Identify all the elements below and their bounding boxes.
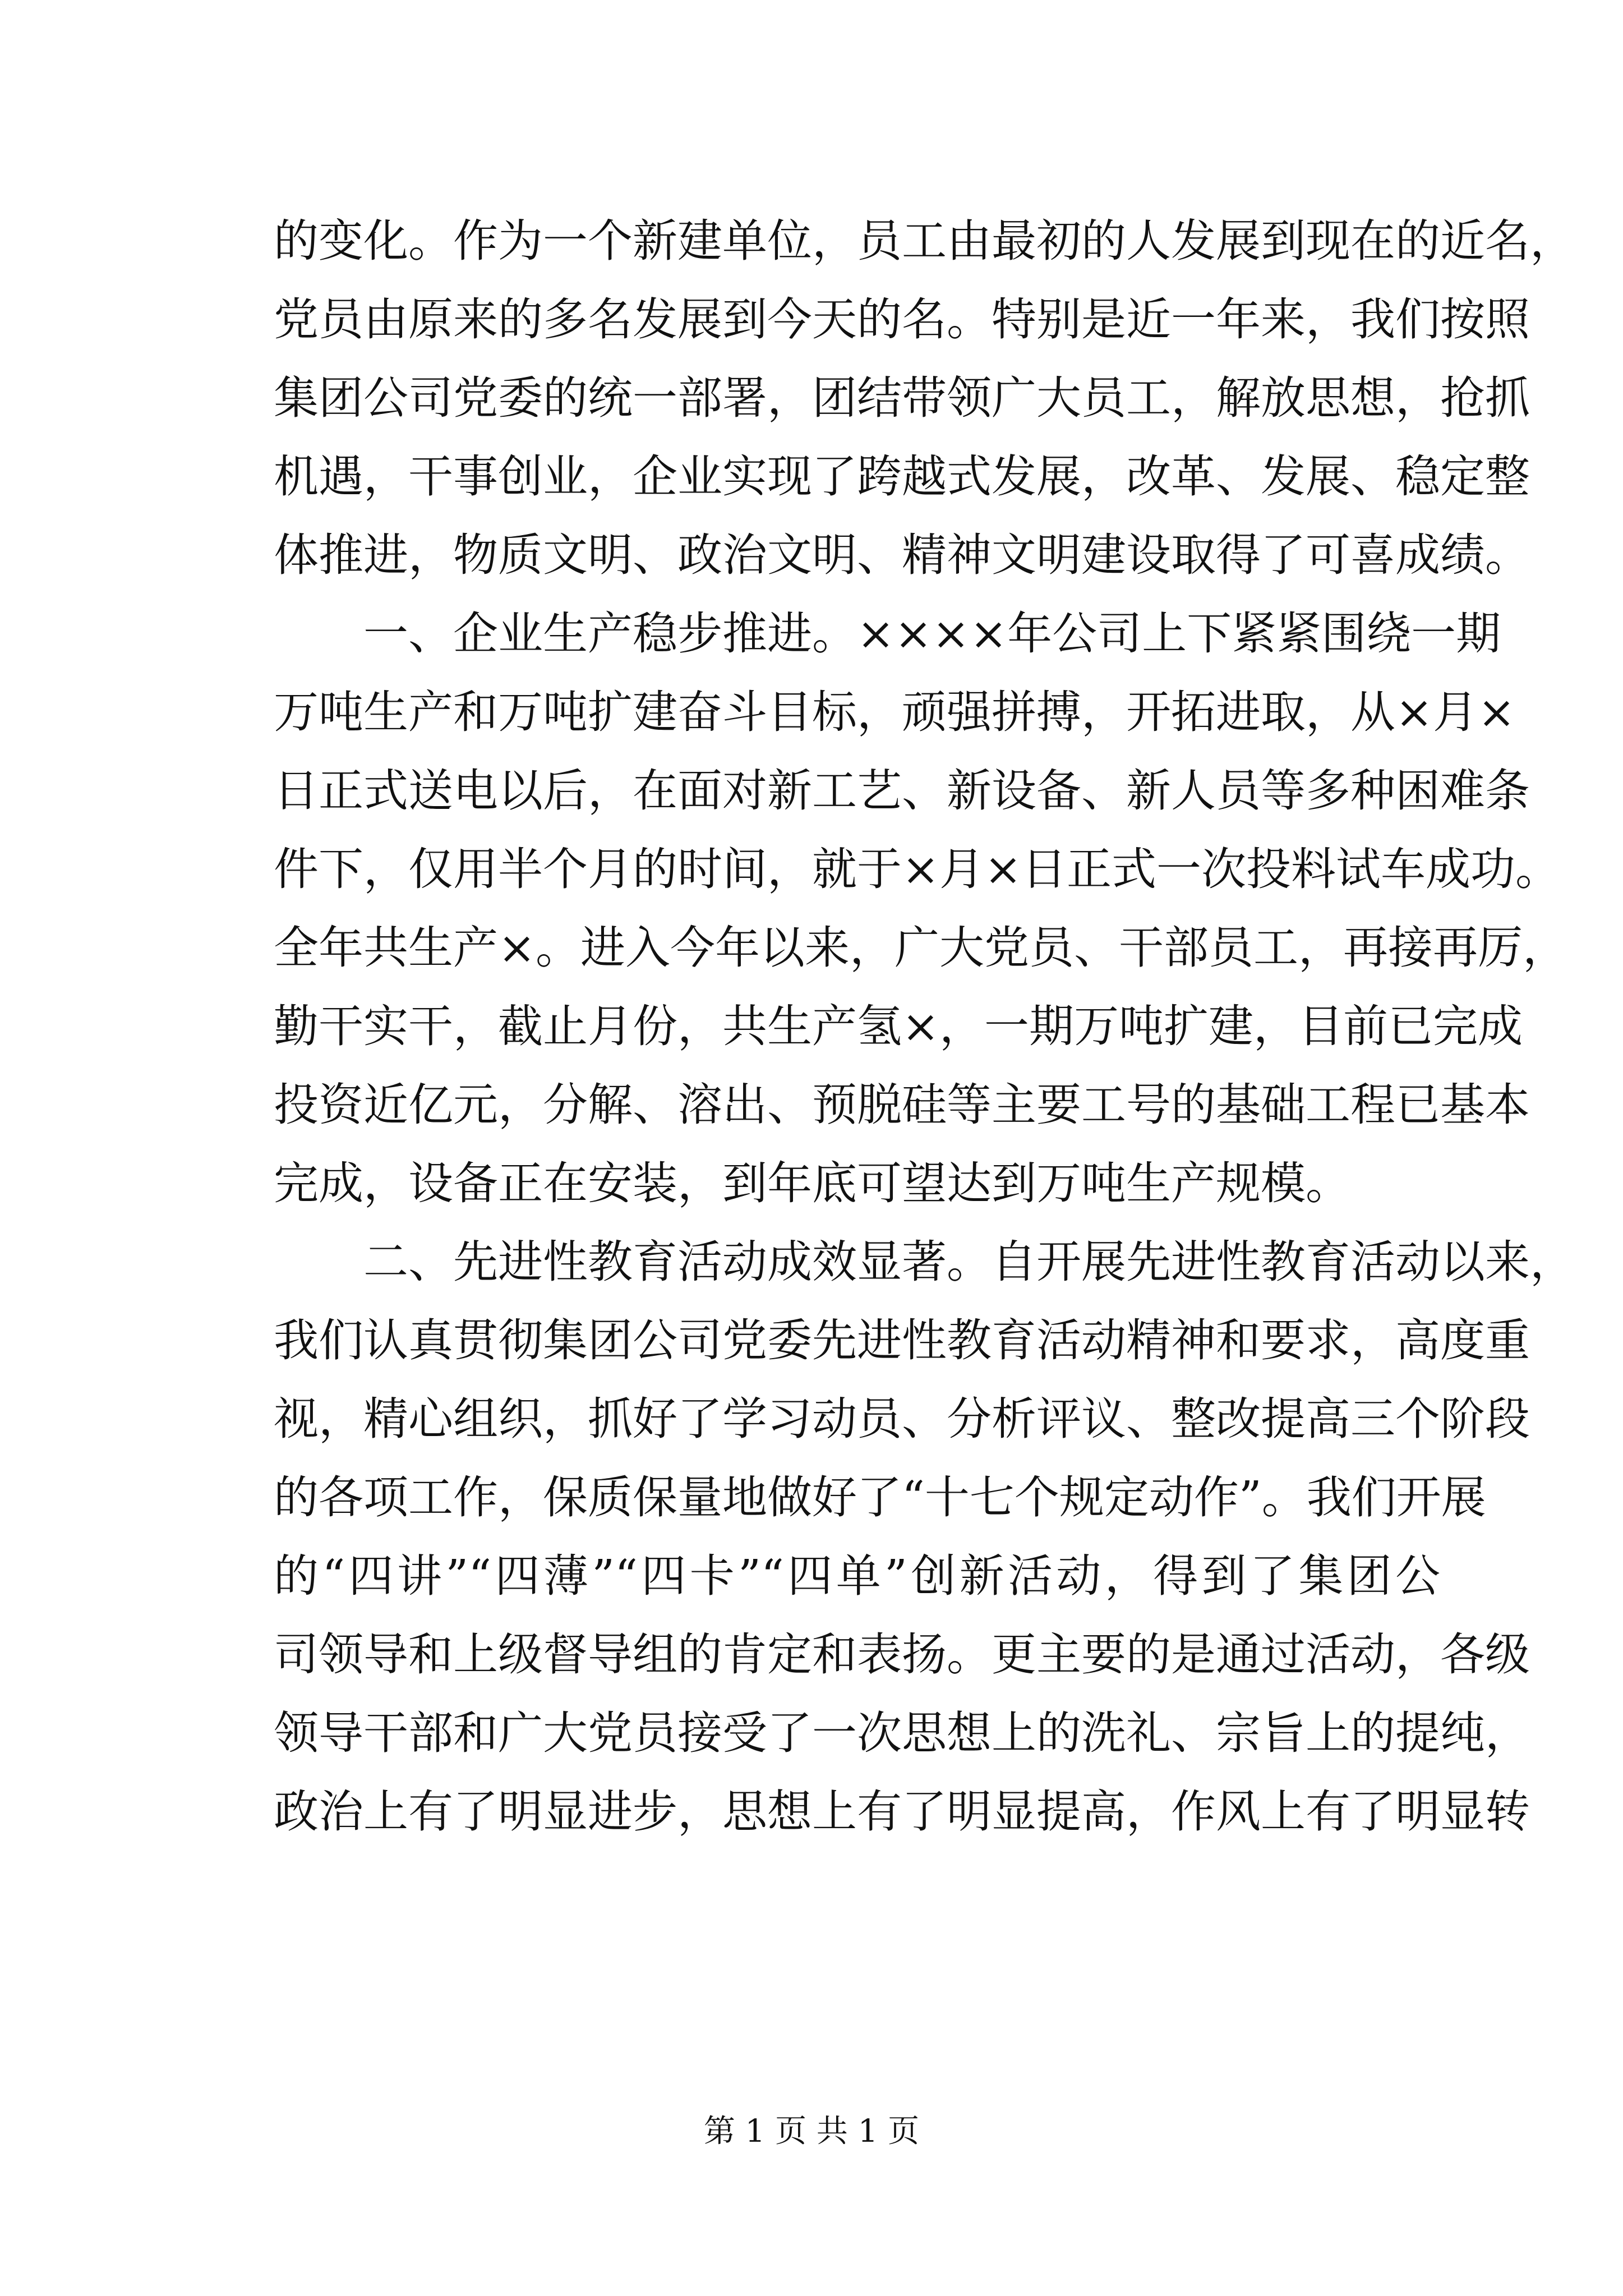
text-line: 完成，设备正在安装，到年底可望达到万吨生产规模。 [274, 1157, 1350, 1209]
paragraph-start-line: 一、企业生产稳步推进。××××年公司上下紧紧围绕一期 [363, 608, 1501, 660]
text-line: 视，精心组织，抓好了学习动员、分析评议、整改提高三个阶段 [274, 1393, 1530, 1445]
document-body [274, 202, 1575, 1851]
text-line: 的“四讲”“四薄”“四卡”“四单”创新活动，得到了集团公 [274, 1550, 1440, 1602]
text-line: 体推进，物质文明、政治文明、精神文明建设取得了可喜成绩。 [274, 529, 1530, 581]
text-line: 司领导和上级督导组的肯定和表扬。更主要的是通过活动，各级 [274, 1628, 1530, 1681]
text-line: 政治上有了明显进步，思想上有了明显提高，作风上有了明显转 [274, 1786, 1530, 1838]
text-line: 我们认真贯彻集团公司党委先进性教育活动精神和要求，高度重 [274, 1314, 1530, 1366]
paragraph-start-line: 二、先进性教育活动成效显著。自开展先进性教育活动以来， [363, 1236, 1575, 1288]
text-line: 全年共生产×。进入今年以来，广大党员、干部员工，再接再厉， [274, 922, 1568, 974]
text-line: 件下，仅用半个月的时间，就于×月×日正式一次投料试车成功。 [274, 843, 1561, 895]
text-line: 万吨生产和万吨扩建奋斗目标，顽强拼搏，开拓进取，从×月× [274, 686, 1516, 738]
text-line: 日正式送电以后，在面对新工艺、新设备、新人员等多种困难条 [274, 765, 1530, 817]
text-line: 的变化。作为一个新建单位，员工由最初的人发展到现在的近名， [274, 215, 1575, 267]
text-line: 机遇，干事创业，企业实现了跨越式发展，改革、发展、稳定整 [274, 450, 1530, 503]
page-footer: 第 1 页 共 1 页 [703, 2113, 920, 2150]
text-line: 投资近亿元，分解、溶出、预脱硅等主要工号的基础工程已基本 [274, 1079, 1530, 1131]
text-line: 勤干实干，截止月份，共生产氢×，一期万吨扩建，目前已完成 [274, 1000, 1523, 1052]
text-line: 集团公司党委的统一部署，团结带领广大员工，解放思想，抢抓 [274, 372, 1530, 424]
text-line: 领导干部和广大党员接受了一次思想上的洗礼、宗旨上的提纯， [274, 1707, 1530, 1759]
text-line: 党员由原来的多名发展到今天的名。特别是近一年来，我们按照 [274, 293, 1530, 346]
text-line: 的各项工作，保质保量地做好了“十七个规定动作”。我们开展 [274, 1471, 1486, 1524]
